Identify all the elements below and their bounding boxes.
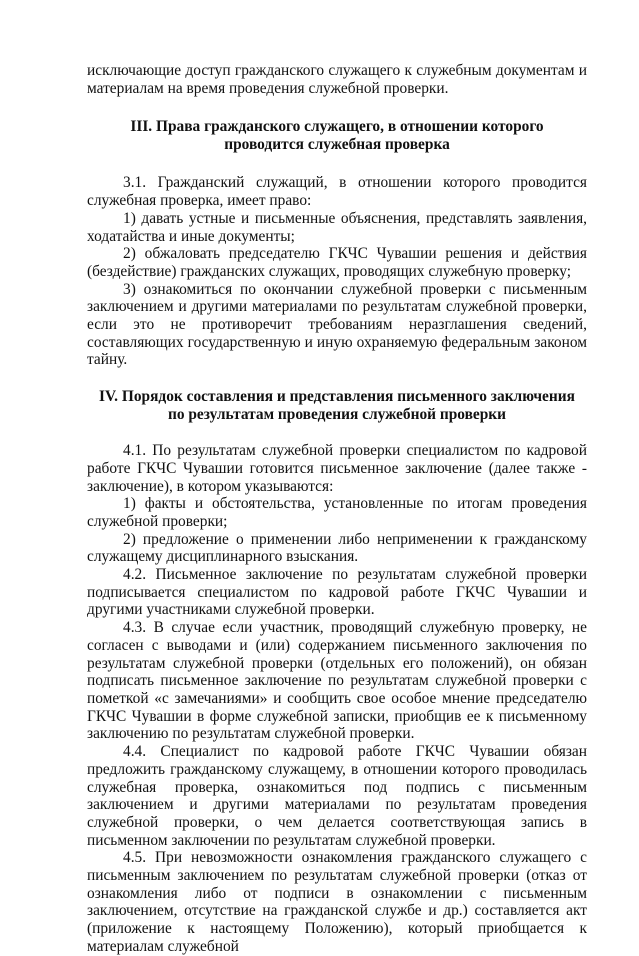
paragraph-3-1-item-1: 1) давать устные и письменные объяснения, представлять заявления, ходатайства и иные документы; xyxy=(87,209,587,245)
section-4-heading: IV. Порядок составления и представления письменного заключения по результатам проведения служебной проверки xyxy=(99,388,575,423)
paragraph-3-1-item-3: 3) ознакомиться по окончании служебной проверки с письменным заключением и другими материалами по результатам служебной проверки, если это не противоречит требованиям неразглашения сведений, составляющих государственную и иную охраняемую федеральным законом тайну. xyxy=(87,280,587,369)
intro-paragraph: исключающие доступ гражданского служащего к служебным документам и материалам на время проведения служебной проверки. xyxy=(87,62,587,97)
paragraph-3-1: 3.1. Гражданский служащий, в отношении которого проводится служебная проверка, имеет право: xyxy=(87,174,587,210)
paragraph-4-5: 4.5. При невозможности ознакомления гражданского служащего с письменным заключением по результатам служебной проверки (отказ от ознакомления либо от подписи в ознакомлении с письменным заключением, отсутствие на гражданской службе и др.) составляется акт (приложение к настоящему Положению), который приобщается к материалам служебной xyxy=(87,849,587,955)
paragraph-4-1-item-1: 1) факты и обстоятельства, установленные по итогам проведения служебной проверки; xyxy=(87,495,587,530)
paragraph-4-1-item-2: 2) предложение о применении либо неприменении к гражданскому служащему дисциплинарного взыскания. xyxy=(87,530,587,566)
paragraph-3-1-item-2: 2) обжаловать председателю ГКЧС Чувашии решения и действия (бездействие) гражданских служащих, проводящих служебную проверку; xyxy=(87,245,587,280)
paragraph-4-3: 4.3. В случае если участник, проводящий служебную проверку, не согласен с выводами и (или) содержанием письменного заключения по результатам служебной проверки (отдельных его положений), он обязан подписать письменное заключение по результатам служебной проверки с пометкой «с замечаниями» и сообщить свое особое мнение председателю ГКЧС Чувашии в форме служебной записки, приобщив ее к письменному заключению по результатам служебной проверки. xyxy=(87,619,587,743)
section-3-heading: III. Права гражданского служащего, в отношении которого проводится служебная проверка xyxy=(130,118,544,153)
paragraph-4-2: 4.2. Письменное заключение по результатам служебной проверки подписывается специалистом по кадровой работе ГКЧС Чувашии и другими участниками служебной проверки. xyxy=(87,566,587,619)
paragraph-4-4: 4.4. Специалист по кадровой работе ГКЧС Чувашии обязан предложить гражданскому служащему, в отношении которого проводилась служебная проверка, ознакомиться под подпись с письменным заключением и другими материалами по результатам проведения служебной проверки, о чем делается соответствующая запись в письменном заключении по результатам служебной проверки. xyxy=(87,743,587,849)
paragraph-4-1: 4.1. По результатам служебной проверки специалистом по кадровой работе ГКЧС Чувашии готовится письменное заключение (далее также - заключение), в котором указываются: xyxy=(87,442,587,495)
